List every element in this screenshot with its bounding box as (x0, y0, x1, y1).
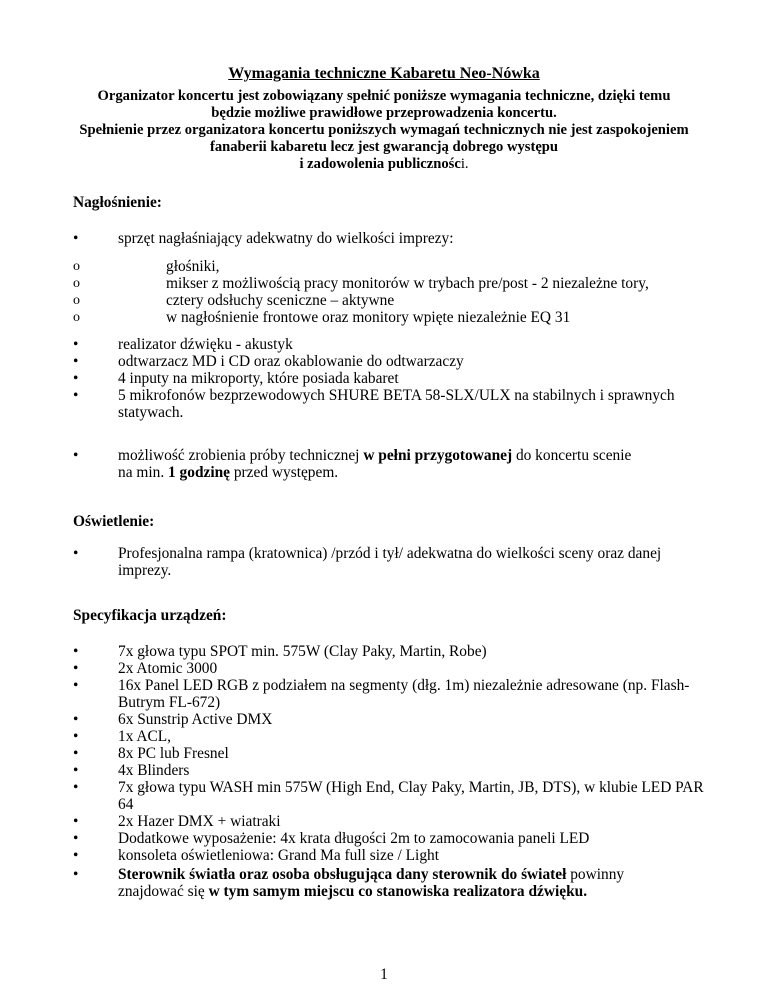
list-item: • konsoleta oświetleniowa: Grand Ma full size / Light (73, 847, 713, 864)
section-heading-specyfikacja: Specyfikacja urządzeń: (73, 607, 227, 624)
intro-text: i zadowolenia publicznośc (299, 156, 461, 172)
intro-line: Spełnienie przez organizatora koncertu poniższych wymagań technicznych nie jest zaspokojeniem (79, 122, 689, 138)
intro-paragraph (40, 88, 728, 173)
intro-line: będzie możliwe prawidłowe przeprowadzenia koncertu. (211, 105, 557, 121)
list-item: • 7x głowa typu WASH min 575W (High End, Clay Paky, Martin, JB, DTS), w klubie LED PAR 64 (73, 779, 713, 813)
list-item: • 4x Blinders (73, 762, 713, 779)
document-title: Wymagania techniczne Kabaretu Neo-Nówka (228, 65, 540, 82)
bold-text: 1 godzinę (168, 464, 231, 481)
list-item: • sprzęt nagłaśniający adekwatny do wielkości imprezy: (73, 230, 713, 247)
list-item: • 2x Atomic 3000 (73, 660, 713, 677)
intro-line: Organizator koncertu jest zobowiązany spełnić poniższe wymagania techniczne, dzięki temu (97, 88, 671, 104)
intro-line: fanaberii kabaretu lecz jest gwarancją dobrego występu (209, 139, 559, 155)
bold-text: w tym samym miejscu co stanowiska realizatora dźwięku. (208, 883, 588, 900)
intro-text-tail: i. (460, 156, 469, 172)
list-item: • 4 inputy na mikroporty, które posiada kabaret (73, 370, 713, 387)
bold-text: Sterownik światła oraz osoba obsługująca dany sterownik do świateł (118, 866, 567, 883)
text: powinny znajdować się (118, 866, 625, 900)
list-item: • 1x ACL, (73, 728, 713, 745)
list-item-proba (73, 447, 713, 481)
oswietlenie-list (73, 545, 693, 579)
naglosnienie-list (73, 230, 713, 247)
list-item: • realizator dźwięku - akustyk (73, 336, 713, 353)
naglosnienie-sublist (73, 258, 713, 326)
specyfikacja-list (73, 643, 713, 864)
list-item: • odtwarzacz MD i CD oraz okablowanie do odtwarzaczy (73, 353, 713, 370)
section-heading-naglosnienie: Nagłośnienie: (73, 194, 162, 211)
list-item: • 5 mikrofonów bezprzewodowych SHURE BETA 58-SLX/ULX na stabilnych i sprawnych statywach. (73, 387, 713, 421)
text: do koncertu scenie (512, 447, 632, 464)
text: możliwość zrobienia próby technicznej (118, 447, 364, 464)
bold-text: w pełni przygotowanej (363, 447, 513, 464)
sterownik-list (73, 866, 693, 900)
intro-line (40, 156, 728, 173)
page-number: 1 (380, 966, 388, 983)
sublist-item: o mikser z możliwością pracy monitorów w trybach pre/post - 2 niezależne tory, (73, 275, 713, 292)
list-item: • Profesjonalna rampa (kratownica) /przód i tył/ adekwatna do wielkości sceny oraz danej imprezy. (73, 545, 693, 579)
list-item: • 8x PC lub Fresnel (73, 745, 713, 762)
sublist-item: o cztery odsłuchy sceniczne – aktywne (73, 292, 713, 309)
naglosnienie-list-2 (73, 336, 713, 421)
text: przed występem. (230, 464, 339, 481)
list-item: • 7x głowa typu SPOT min. 575W (Clay Paky, Martin, Robe) (73, 643, 713, 660)
sublist-item: o głośniki, (73, 258, 713, 275)
list-item: • 2x Hazer DMX + wiatraki (73, 813, 713, 830)
list-item-sterownik (73, 866, 693, 900)
list-item: • 16x Panel LED RGB z podziałem na segmenty (dłg. 1m) niezależnie adresowane (np. Flash-Butrym FL-672) (73, 677, 713, 711)
proba-list (73, 447, 713, 481)
sublist-item: o w nagłośnienie frontowe oraz monitory wpięte niezależnie EQ 31 (73, 309, 713, 326)
section-heading-oswietlenie: Oświetlenie: (73, 513, 155, 530)
list-item: • 6x Sunstrip Active DMX (73, 711, 713, 728)
text: na min. (118, 464, 169, 481)
list-item: • Dodatkowe wyposażenie: 4x krata długości 2m to zamocowania paneli LED (73, 830, 713, 847)
